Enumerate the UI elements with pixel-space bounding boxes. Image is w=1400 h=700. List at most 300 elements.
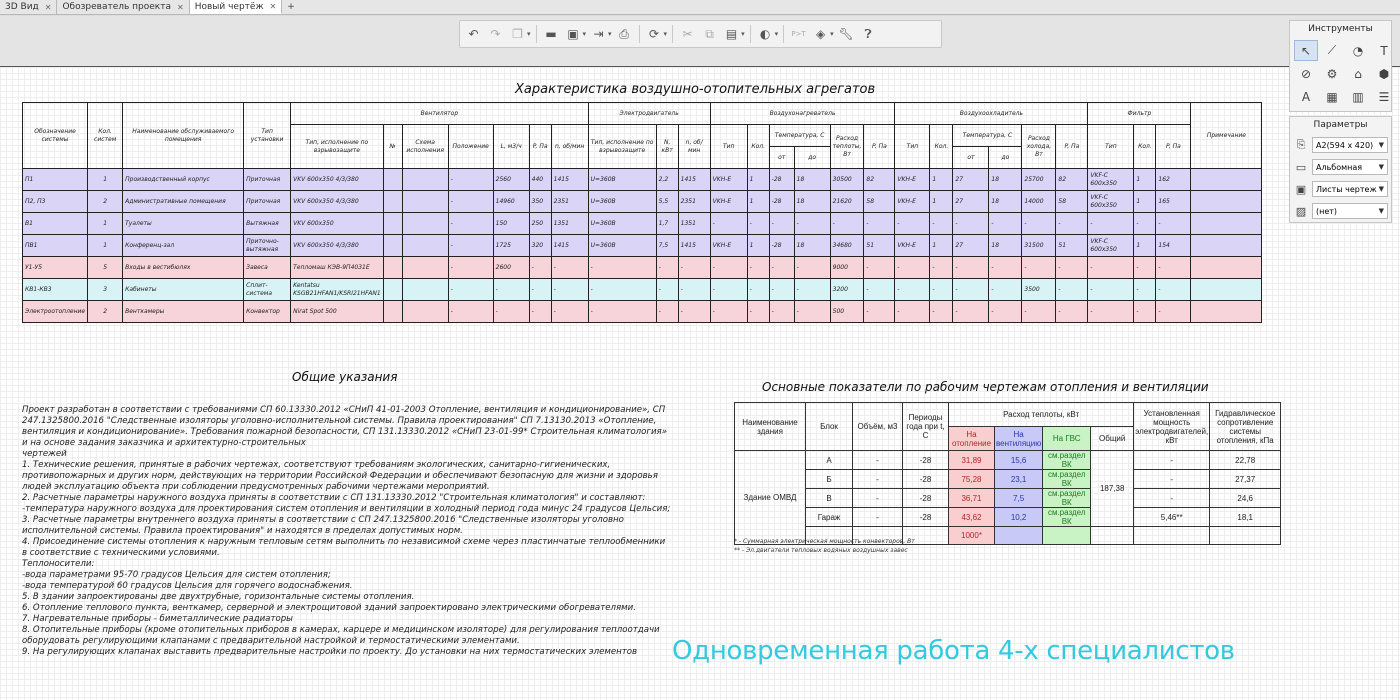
table-row [23, 213, 1262, 235]
table-cell: 2 [88, 301, 123, 323]
header-cooler-temp-to: до [989, 147, 1022, 169]
table-cell: 1351 [551, 213, 588, 235]
table-cell: U=360B [588, 169, 656, 191]
table-row [23, 301, 1262, 323]
table-cell: VKH-E [895, 169, 930, 191]
chevron-down-icon[interactable]: ▾ [582, 30, 587, 38]
table-cell: - [953, 279, 989, 301]
save-icon[interactable]: ▣ [567, 27, 579, 41]
close-icon[interactable]: ✕ [177, 2, 184, 12]
power-cell: - [1134, 489, 1210, 508]
table-cell: 1 [747, 169, 769, 191]
table-cell: - [1134, 257, 1156, 279]
chevron-down-icon[interactable]: ▾ [774, 30, 779, 38]
table-cell: 1 [1134, 191, 1156, 213]
header-cooler-temp-from: от [953, 147, 989, 169]
table-cell: - [930, 213, 953, 235]
table-cell [1191, 169, 1262, 191]
table-cell: 58 [1056, 191, 1088, 213]
table-cell: - [678, 257, 710, 279]
header-heater-temp: Температура, С [769, 125, 830, 147]
table-row [735, 470, 1281, 489]
volume-cell: - [853, 489, 903, 508]
header-flow: L, м3/ч [493, 125, 529, 169]
header-building: Наименование здания [735, 403, 806, 451]
ventilation-cell [995, 527, 1043, 545]
table-cell: - [794, 279, 830, 301]
header-heater-temp-to: до [794, 147, 830, 169]
table-cell: 1 [1134, 235, 1156, 257]
hydraulic-cell: 22,78 [1210, 451, 1281, 470]
table-cell: 1351 [678, 213, 710, 235]
period-cell: -28 [903, 470, 949, 489]
footnote-2: ** - Эл.двигатели тепловых водяных воздушных завес [734, 547, 908, 554]
table-cell [383, 191, 402, 213]
table-cell: - [747, 301, 769, 323]
table-cell [402, 169, 448, 191]
specification-icon[interactable]: ▦ [1326, 89, 1338, 104]
table-cell: VKH-E [895, 191, 930, 213]
toolbar-separator [750, 25, 751, 43]
table-cell: - [769, 213, 794, 235]
table-cell [383, 301, 402, 323]
table-cell: - [678, 301, 710, 323]
table-cell: U=360B [588, 191, 656, 213]
table-cell: 18 [794, 191, 830, 213]
table-cell: - [895, 301, 930, 323]
undo-icon[interactable]: ↶ [468, 27, 479, 41]
header-motor-type: Тип, исполнение по взрывозащите [588, 125, 656, 169]
table-row [23, 235, 1262, 257]
table-cell [383, 213, 402, 235]
main-toolbar [459, 20, 942, 48]
header-gvs: На ГВС [1043, 427, 1091, 451]
note-line: 5. В здании запроектированы две двухтрубные, горизонтальные системы отопления. [22, 592, 415, 602]
tab-label: 3D Вид [5, 2, 39, 12]
table-cell: Приточная [244, 169, 291, 191]
header-cooler-type: Тип [895, 125, 930, 169]
table-cell: 2351 [551, 191, 588, 213]
table-cell [402, 301, 448, 323]
table-cell: - [989, 301, 1022, 323]
indicators-table[interactable] [734, 402, 1281, 545]
note-line: 8. Отопительные приборы (кроме отопительных приборов в камерах, карцере и медицинском изоляторе) для регулирования теплоотдачи оборудовать регулирующими клапанами с предварительной настройкой и термостатическими элементами. [22, 625, 660, 646]
table-cell [402, 191, 448, 213]
header-ventilation: На вентиляцию [995, 427, 1043, 451]
table-cell: 165 [1156, 191, 1191, 213]
help-icon[interactable]: ❓︎ [864, 26, 872, 41]
table-cell: 250 [529, 213, 551, 235]
table-cell: ПВ1 [23, 235, 88, 257]
block-cell: Гараж [806, 508, 853, 527]
table-cell: 1 [88, 169, 123, 191]
note-line: 4. Присоединение системы отопления к наружным тепловым сетям выполнить по независимой схеме через пластинчатые теплообменники в соответствие с техническими условиями. [22, 537, 666, 558]
ventilation-cell: 15,6 [995, 451, 1043, 470]
tab-label: Обозреватель проекта [62, 2, 171, 12]
table-cell: - [529, 257, 551, 279]
total-cell: 187,38 [1091, 451, 1134, 527]
table-cell: 5 [88, 257, 123, 279]
table-cell: - [551, 257, 588, 279]
volume-cell: - [853, 508, 903, 527]
table-cell: - [953, 301, 989, 323]
table-cell [383, 235, 402, 257]
header-cooler-group: Воздухоохладитель [895, 103, 1088, 125]
table-cell: 1415 [551, 169, 588, 191]
tools-panel [1289, 20, 1392, 112]
table-cell: КВ1-КВ3 [23, 279, 88, 301]
chevron-down-icon[interactable]: ▾ [663, 30, 668, 38]
table-cell: - [656, 279, 678, 301]
print-icon[interactable]: ⎙ [619, 26, 629, 41]
list-icon[interactable]: ☰ [1378, 89, 1390, 104]
table-cell: 1 [930, 169, 953, 191]
table-cell: 500 [830, 301, 864, 323]
table-cell: - [864, 279, 895, 301]
sheets-select[interactable] [1312, 181, 1388, 197]
table-cell: - [529, 279, 551, 301]
table-cell: Туалеты [123, 213, 244, 235]
header-period: Периоды года при t, С [903, 403, 949, 451]
table-cell: - [794, 301, 830, 323]
hydraulic-cell [1210, 527, 1281, 545]
table-cell: 9000 [830, 257, 864, 279]
table-cell: 1 [930, 235, 953, 257]
sheets-icon: ▣ [1295, 182, 1307, 196]
header-total: Общий [1091, 427, 1134, 451]
tab-3d-view[interactable] [0, 0, 57, 14]
table-cell: - [710, 213, 747, 235]
table-cell: VKH-E [895, 235, 930, 257]
table-cell: - [656, 257, 678, 279]
header-fan-type: Тип, исполнение по взрывозащите [291, 125, 384, 169]
table-cell: VKH-E [710, 169, 747, 191]
table-cell: - [747, 257, 769, 279]
note-line: -вода параметрами 95-70 градусов Цельсия для систем отопления; [22, 570, 331, 580]
gvs-cell: см.раздел ВК [1043, 470, 1091, 489]
table-cell [1191, 279, 1262, 301]
table-cell: - [1056, 301, 1088, 323]
table-cell [1191, 257, 1262, 279]
table-cell: - [1088, 279, 1134, 301]
pages-icon[interactable]: ❐ [512, 27, 523, 41]
header-heater-p: P, Па [864, 125, 895, 169]
table-cell: 154 [1156, 235, 1191, 257]
cube-icon[interactable]: ⬢ [1378, 66, 1390, 81]
header-rpm: n, об/мин [551, 125, 588, 169]
table-cell [1191, 191, 1262, 213]
symbol-icon[interactable]: A [1301, 89, 1311, 104]
chevron-down-icon[interactable]: ▾ [830, 30, 834, 38]
header-installed-power: Установленная мощность электродвигателей, кВт [1134, 403, 1210, 451]
gvs-cell: см.раздел ВК [1043, 508, 1091, 527]
folder-icon[interactable]: ▬ [545, 27, 557, 41]
table-cell: Приточная [244, 191, 291, 213]
close-icon[interactable]: ✕ [269, 2, 277, 11]
table-cell: - [710, 301, 747, 323]
orientation-select[interactable] [1312, 159, 1388, 175]
table-cell: 27 [953, 235, 989, 257]
sheet-format-select[interactable] [1312, 137, 1388, 153]
header-position: Положение [448, 125, 493, 169]
table-cell: 1,7 [656, 213, 678, 235]
dimension-icon[interactable]: ⊘ [1300, 66, 1312, 81]
table-cell: 82 [1056, 169, 1088, 191]
table-cell: - [1134, 279, 1156, 301]
table-cell: VKV 600x350 [291, 213, 384, 235]
paste-icon[interactable]: ▤ [725, 27, 738, 41]
table-cell: Кабинеты [123, 279, 244, 301]
chevron-down-icon[interactable]: ▾ [608, 30, 612, 38]
table-cell: - [895, 213, 930, 235]
table-cell: Приточно-вытяжная [244, 235, 291, 257]
side-panel [1289, 20, 1392, 230]
table-cell: - [864, 257, 895, 279]
orientation-value: Альбомная [1316, 162, 1363, 172]
table-cell: - [930, 301, 953, 323]
toolbar-separator [783, 25, 784, 43]
table-cell: 350 [529, 191, 551, 213]
tab-new-drawing[interactable] [190, 0, 283, 14]
period-cell: -28 [903, 451, 949, 470]
table-cell: -28 [769, 191, 794, 213]
footnote-1: * - Суммарная электрическая мощность конвекторов, Вт [734, 538, 915, 545]
header-filter-type: Тип [1088, 125, 1134, 169]
table-icon[interactable]: ▥ [1352, 89, 1364, 104]
layer-value: (нет) [1316, 206, 1338, 216]
table-cell: - [588, 301, 656, 323]
table-cell: 1 [930, 191, 953, 213]
heating-cell: 36,71 [949, 489, 995, 508]
header-heating: На отопление [949, 427, 995, 451]
table-cell: - [448, 191, 493, 213]
table-cell: 82 [864, 169, 895, 191]
table-cell: - [529, 301, 551, 323]
header-system: Обозначение системы [23, 103, 88, 169]
text-icon[interactable]: T [1380, 43, 1388, 58]
redo-icon[interactable]: ↷ [490, 27, 501, 41]
table-cell: - [930, 257, 953, 279]
table-cell: Административные помещения [123, 191, 244, 213]
eraser-icon[interactable]: ◐ [759, 27, 771, 41]
table-cell: 18 [989, 169, 1022, 191]
note-line: чертежей [22, 449, 67, 459]
ventilation-cell: 10,2 [995, 508, 1043, 527]
table-cell: 2600 [493, 257, 529, 279]
table-cell: - [448, 235, 493, 257]
table-cell: Входы в вестибюлях [123, 257, 244, 279]
toolbar-separator [639, 25, 640, 43]
units-table-title: Характеристика воздушно-отопительных агрегатов [515, 82, 876, 97]
layer-select[interactable] [1312, 203, 1388, 219]
table-cell: - [1056, 213, 1088, 235]
gvs-cell [1043, 527, 1091, 545]
table-cell: 1415 [678, 169, 710, 191]
note-line: Проект разработан в соответствии с требованиями СП 60.13330.2012 «СНиП 41-01-2003 Отопление, вентиляция и кондиционирование», СП 247.1325800.2016 "Следственные изоляторы уголовно-исполнительной системы. Правила проектирования" СП 7.13130.2013 «Отопление, вентиляция и кондиционирование». Требования пожарной безопасности, СП 131.13330.2012 «СНиП 23-01-99* Строительная климатология» и на основе задания заказчика и архитектурно-строительных [22, 405, 667, 448]
table-cell: Конвектор [244, 301, 291, 323]
table-cell: - [1056, 279, 1088, 301]
ventilation-cell: 23,1 [995, 470, 1043, 489]
block-cell: В [806, 489, 853, 508]
drawing-canvas[interactable] [0, 16, 1400, 700]
parameters-panel-title: Параметры [1313, 120, 1368, 130]
header-no: № [383, 125, 402, 169]
table-cell: - [895, 257, 930, 279]
chevron-down-icon: ▼ [1378, 185, 1384, 193]
header-heater-qty: Кол. [747, 125, 769, 169]
hydraulic-cell: 24,6 [1210, 489, 1281, 508]
header-note: Примечание [1191, 103, 1262, 169]
note-line: 1. Технические решения, принятые в рабочих чертежах, соответствуют требованиям экологических, санитарно-гигиенических, противопожарных и других норм, действующих на территории Российской Федерации и обеспечивают безопасную для жизни и здоровья людей эксплуатацию объекта при соблюдении предусмотренных рабочими чертежами мероприятий. [22, 460, 658, 492]
header-cold-output: Расход холода, Вт [1022, 125, 1056, 169]
table-cell: Конференц-зал [123, 235, 244, 257]
block-cell: Б [806, 470, 853, 489]
pipe-node-icon[interactable]: ⚙ [1326, 66, 1338, 81]
table-cell: VKH-E [710, 191, 747, 213]
table-cell: 2 [88, 191, 123, 213]
copy-icon[interactable]: ⧉ [705, 26, 714, 41]
table-row [735, 508, 1281, 527]
table-cell: 27 [953, 169, 989, 191]
chevron-down-icon: ▼ [1378, 141, 1384, 149]
table-cell: - [678, 279, 710, 301]
table-cell: 320 [529, 235, 551, 257]
table-cell: - [1156, 257, 1191, 279]
table-cell: 25700 [1022, 169, 1056, 191]
toolbar-separator [536, 25, 537, 43]
note-line: 2. Расчетные параметры наружного воздуха приняты в соответствии с СП 131.13330.2012 "Строительная климатология" и составляют: [22, 493, 646, 503]
polyline-icon[interactable]: ⟋ [1327, 43, 1337, 57]
table-cell: - [710, 257, 747, 279]
orientation-icon: ▭ [1295, 160, 1307, 174]
table-cell: - [448, 301, 493, 323]
table-cell: 3 [88, 279, 123, 301]
header-room: Наименование обслуживаемого помещения [123, 103, 244, 169]
table-cell: - [989, 279, 1022, 301]
table-cell: - [1088, 301, 1134, 323]
period-cell: -28 [903, 508, 949, 527]
table-cell: - [794, 213, 830, 235]
header-cooler-qty: Кол. [930, 125, 953, 169]
table-cell: - [895, 279, 930, 301]
header-motor-rpm: n, об/мин [678, 125, 710, 169]
table-row [23, 191, 1262, 213]
table-cell: 51 [864, 235, 895, 257]
table-cell: 2,2 [656, 169, 678, 191]
table-cell: 51 [1056, 235, 1088, 257]
table-cell: 18 [989, 235, 1022, 257]
note-line: -температура наружного воздуха для проектирования систем отопления и вентиляции в холодный период года минус 24 градусов Цельсия; [22, 504, 671, 514]
table-cell: - [830, 213, 864, 235]
sync-icon[interactable]: ⟳ [649, 27, 660, 41]
note-line: 9. На регулирующих клапанах выставить предварительные настройки по проекту. До установки на них термостатических элементов [22, 647, 638, 657]
export-icon[interactable]: ⇥ [593, 27, 604, 41]
header-filter-qty: Кол. [1134, 125, 1156, 169]
table-row [23, 257, 1262, 279]
table-cell: - [448, 169, 493, 191]
add-tab-button[interactable]: + [287, 2, 295, 12]
table-cell: 7,5 [656, 235, 678, 257]
table-cell: - [1022, 257, 1056, 279]
header-hydraulic: Гидравлическое сопротивление системы отопления, кПа [1210, 403, 1281, 451]
table-cell: - [953, 257, 989, 279]
table-cell: 2351 [678, 191, 710, 213]
table-cell: - [769, 301, 794, 323]
table-cell: 5,5 [656, 191, 678, 213]
table-cell: 1725 [493, 235, 529, 257]
note-line: 3. Расчетные параметры внутреннего воздуха приняты в соответствии с СП 247.1325800.2016 "Следственные изоляторы уголовно исполнительной системы. Правила проектирования" и находятся в пределах допустимых норм. [22, 515, 624, 536]
hydraulic-cell: 27,37 [1210, 470, 1281, 489]
header-heater-group: Воздухонагреватель [710, 103, 895, 125]
table-cell: Сплит-система [244, 279, 291, 301]
format-painter-icon[interactable]: P>T [791, 30, 806, 38]
table-cell: - [551, 279, 588, 301]
table-cell [383, 257, 402, 279]
cut-icon[interactable]: ✂ [682, 27, 693, 41]
select-arrow-icon[interactable]: ↖ [1294, 40, 1318, 61]
table-cell: 18 [989, 191, 1022, 213]
heating-cell: 43,62 [949, 508, 995, 527]
table-cell: - [1022, 213, 1056, 235]
table-cell: 14000 [1022, 191, 1056, 213]
header-block: Блок [806, 403, 853, 451]
chevron-down-icon[interactable]: ▾ [527, 30, 531, 38]
table-cell [1191, 301, 1262, 323]
header-volume: Объём, м3 [853, 403, 903, 451]
table-cell: - [1156, 213, 1191, 235]
table-cell: - [1056, 257, 1088, 279]
chevron-down-icon[interactable]: ▾ [741, 30, 745, 38]
close-icon[interactable]: ✕ [44, 2, 52, 12]
gvs-cell: см.раздел ВК [1043, 451, 1091, 470]
table-cell: 1 [747, 191, 769, 213]
heating-extra-cell: 1000* [949, 527, 995, 545]
volume-cell: - [853, 451, 903, 470]
units-table[interactable] [22, 102, 1262, 323]
tab-project-browser[interactable] [57, 0, 189, 14]
table-cell: - [588, 257, 656, 279]
table-cell: - [769, 279, 794, 301]
shape-icon[interactable]: ◔ [1352, 43, 1364, 58]
sheet-format-value: A2(594 x 420) [1316, 140, 1374, 150]
promo-caption: Одновременная работа 4-х специалистов [672, 636, 1235, 666]
table-cell [402, 257, 448, 279]
table-cell: - [747, 213, 769, 235]
ventilation-cell: 7,5 [995, 489, 1043, 508]
table-cell: 1 [88, 235, 123, 257]
table-cell: - [448, 279, 493, 301]
table-cell: Nirat Spot 500 [291, 301, 384, 323]
header-heat-consumption: Расход теплоты, кВт [949, 403, 1134, 427]
table-row [23, 169, 1262, 191]
building-name: Здание ОМВД [735, 451, 806, 545]
table-cell: - [1022, 301, 1056, 323]
table-cell: - [1156, 279, 1191, 301]
table-cell: Производственный корпус [123, 169, 244, 191]
wrench-icon[interactable]: 🔧︎ [838, 27, 854, 41]
table-cell: Завеса [244, 257, 291, 279]
header-heater-type: Тип [710, 125, 747, 169]
sheet-format-icon: ⎘ [1296, 138, 1306, 151]
document-tab-bar [0, 0, 1400, 15]
table-cell: В1 [23, 213, 88, 235]
parameters-panel [1289, 116, 1392, 223]
house-icon[interactable]: ⌂ [1354, 66, 1362, 81]
layers-icon[interactable]: ◈ [815, 27, 826, 41]
table-cell: VKH-E [710, 235, 747, 257]
table-cell: - [953, 213, 989, 235]
table-cell [1191, 213, 1262, 235]
